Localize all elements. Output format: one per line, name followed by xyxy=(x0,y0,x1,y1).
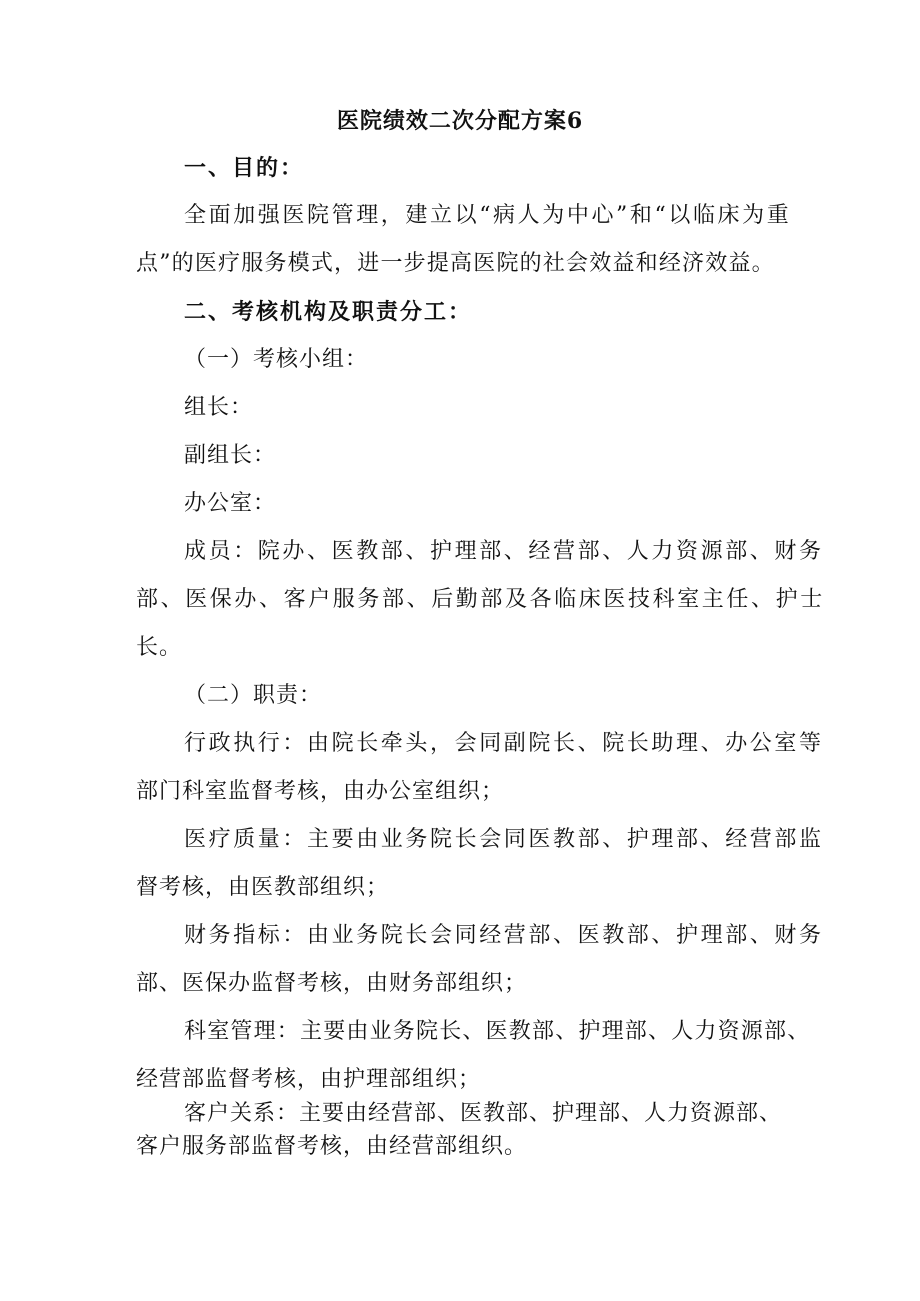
paragraph-line: 副组长： xyxy=(184,443,277,468)
paragraph-line: 部、医保办、客户服务部、后勤部及各临床医技科室主任、护士 xyxy=(136,587,825,612)
paragraph-line: 医疗质量：主要由业务院长会同医教部、护理部、经营部监 xyxy=(184,827,824,852)
paragraph-line: 部、医保办监督考核，由财务部组织； xyxy=(136,971,528,996)
document-title: 医院绩效二次分配方案6 xyxy=(336,108,584,134)
paragraph-line: 科室管理：主要由业务院长、医教部、护理部、人力资源部、 xyxy=(184,1019,811,1044)
paragraph-line: 点”的医疗服务模式，进一步提高医院的社会效益和经济效益。 xyxy=(136,251,775,276)
paragraph-line: 经营部监督考核，由护理部组织； xyxy=(136,1067,482,1092)
paragraph-line: 客户关系：主要由经营部、医教部、护理部、人力资源部、 xyxy=(184,1101,783,1126)
paragraph-line: 组长： xyxy=(184,395,254,420)
paragraph-line: 财务指标：由业务院长会同经营部、医教部、护理部、财务 xyxy=(184,923,824,948)
subsection-heading: （二）职责： xyxy=(184,683,323,708)
paragraph-line: 行政执行：由院长牵头，会同副院长、院长助理、办公室等 xyxy=(184,731,824,756)
subsection-heading: （一）考核小组： xyxy=(184,347,369,372)
paragraph-line: 办公室： xyxy=(184,491,277,516)
paragraph-line: 部门科室监督考核，由办公室组织； xyxy=(136,779,505,804)
paragraph-line: 客户服务部监督考核，由经营部组织。 xyxy=(136,1134,528,1159)
section-heading-organization: 二、考核机构及职责分工： xyxy=(184,299,473,325)
paragraph-line: 长。 xyxy=(136,635,183,660)
section-heading-purpose: 一、目的： xyxy=(184,155,305,181)
paragraph-line: 成员：院办、医教部、护理部、经营部、人力资源部、财务 xyxy=(184,539,824,564)
paragraph-line: 督考核，由医教部组织； xyxy=(136,875,390,900)
paragraph-line: 全面加强医院管理，建立以“病人为中心”和“以临床为重 xyxy=(184,203,792,228)
